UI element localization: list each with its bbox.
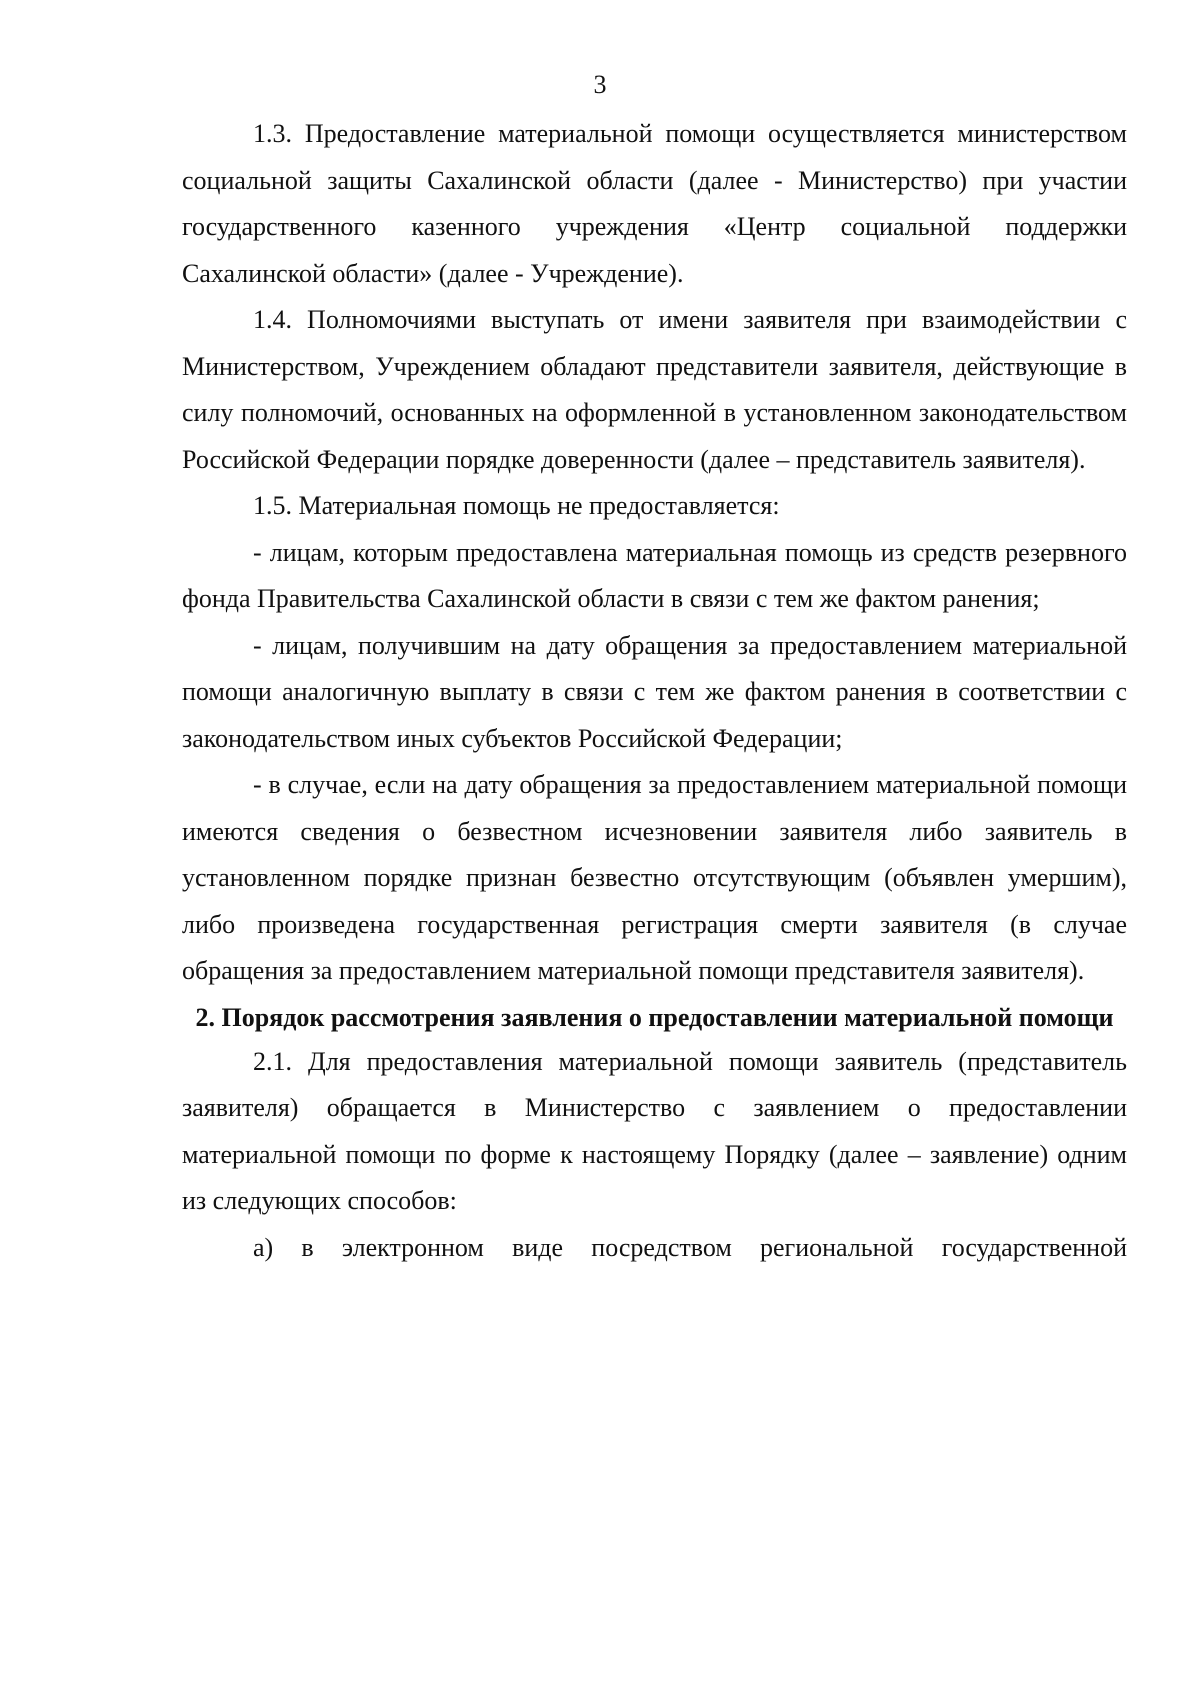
paragraph-1-4: 1.4. Полномочиями выступать от имени заявителя при взаимодействии с Министерством, Учреждением обладают представители заявителя, действующие в силу полномочий, основанных на оформленной в установленном законодательством Российской Федерации порядке доверенности (далее – представитель заявителя). <box>182 305 1127 474</box>
list-item-similar-payment: - лицам, получившим на дату обращения за предоставлением материальной помощи аналогичную выплату в связи с тем же фактом ранения в соответствии с законодательством иных субъектов Российской Федерации; <box>182 630 1127 753</box>
paragraph-1-3: 1.3. Предоставление материальной помощи осуществляется министерством социальной защиты Сахалинской области (далее - Министерство) при участии государственного казенного учреждения «Центр социальной поддержки Сахалинской области» (далее - Учреждение). <box>182 119 1127 288</box>
list-item-missing-person: - в случае, если на дату обращения за предоставлением материальной помощи имеются сведения о безвестном исчезновении заявителя либо заявитель в установленном порядке признан безвестно отсутствующим (объявлен умершим), либо произведена государственная регистрация смерти заявителя (в случае обращения за предоставлением материальной помощи представителя заявителя). <box>182 770 1127 985</box>
paragraph-2-1-a: а) в электронном виде посредством региональной государственной <box>253 1232 1127 1262</box>
page-number: 3 <box>593 70 607 99</box>
paragraph-1-5: 1.5. Материальная помощь не предоставляется: <box>253 491 780 520</box>
document-body <box>182 111 1127 1271</box>
section-heading: 2. Порядок рассмотрения заявления о предоставлении материальной помощи <box>195 1002 1114 1032</box>
list-item-reserve-fund: - лицам, которым предоставлена материальная помощь из средств резервного фонда Правительства Сахалинской области в связи с тем же фактом ранения; <box>182 537 1127 613</box>
paragraph-2-1: 2.1. Для предоставления материальной помощи заявитель (представитель заявителя) обращается в Министерство с заявлением о предоставлении материальной помощи по форме к настоящему Порядку (далее – заявление) одним из следующих способов: <box>182 1046 1127 1215</box>
